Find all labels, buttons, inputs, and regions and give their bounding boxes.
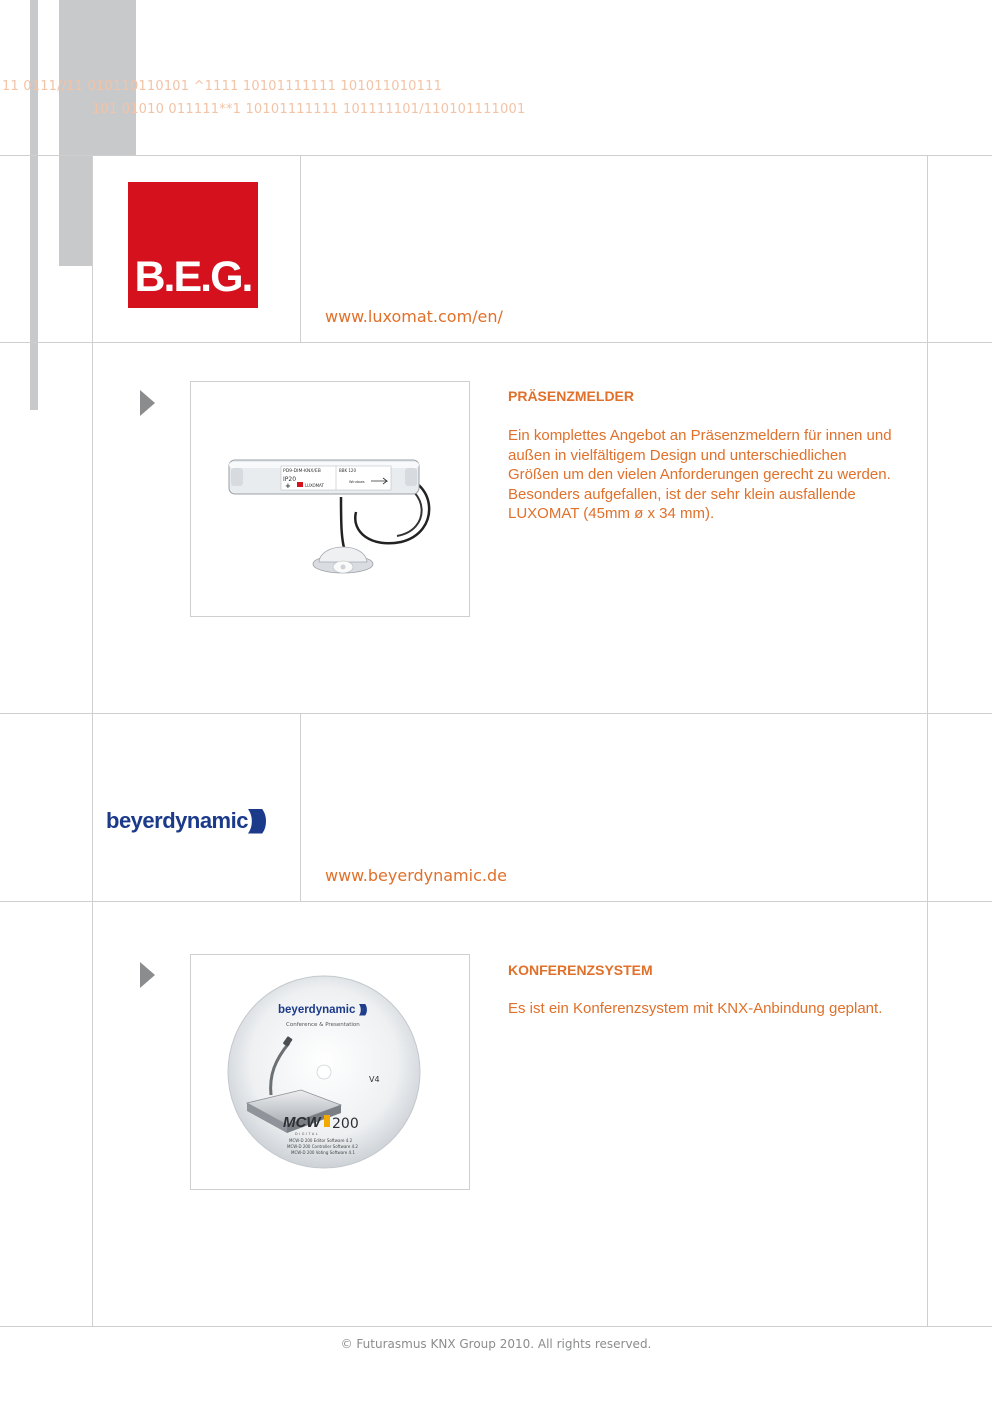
cd-brand: beyerdynamic (278, 1004, 356, 1016)
cd-subtitle: Conference & Presentation (286, 1022, 360, 1028)
decor-bar-top (59, 0, 136, 155)
divider-3 (0, 713, 992, 714)
svg-text:+: + (285, 482, 291, 490)
section-title-presence: PRÄSENZMELDER (508, 388, 635, 404)
product-label-3: LUXOMAT (305, 483, 324, 488)
beg-logo-text: B.E.G. (134, 253, 252, 301)
product-label-4: BBK 120 (339, 468, 357, 473)
grid-left (92, 155, 93, 1326)
cd-line-1: MCW-D 200 Editor Software 4.2 (289, 1138, 353, 1143)
cd-version: V4 (369, 1075, 380, 1084)
section-text-conference: Es ist ein Konferenzsystem mit KNX-Anbindung geplant. (508, 1000, 883, 1017)
product-image-conference-cd (190, 954, 470, 1190)
arrow-icon-2 (140, 962, 155, 988)
decor-bar-thin (30, 0, 38, 410)
cd-model-num: 200 (332, 1116, 359, 1132)
grid-logo-sep-2 (300, 713, 301, 901)
divider-1 (0, 155, 992, 156)
cd-digital: DIGITAL (295, 1132, 320, 1136)
product-label-1: PD9-DIM-KNX/EB (283, 469, 321, 474)
grid-right (927, 155, 928, 1326)
beyerdynamic-logo-waves: ))))) (247, 804, 262, 834)
divider-5 (0, 1326, 992, 1327)
beg-url-link[interactable]: www.luxomat.com/en/ (325, 307, 503, 326)
binary-text-line1: 11 0111//11 010110110101 ^1111 10101111111 101011010111 (2, 79, 443, 94)
beyerdynamic-logo-text: beyerdynamic (106, 808, 248, 833)
grid-logo-sep-1 (300, 155, 301, 342)
cd-brand-waves: )))) (359, 1002, 365, 1016)
beg-logo (128, 182, 258, 308)
product-image-presence-detector (190, 381, 470, 617)
arrow-icon-1 (140, 390, 155, 416)
product-label-2: IP20 (283, 476, 297, 483)
section-text-presence: Ein komplettes Angebot an Präsenzmeldern für innen und außen in vielfältigem Design und unterschiedlichen Größen um den vielen Anforderungen gerecht zu werden. Besonders aufgefallen, ist der sehr klein ausfallende LUXOMAT (45mm ø x 34 mm). (508, 427, 892, 522)
cd-line-2: MCW-D 200 Controller Software 4.2 (287, 1144, 358, 1149)
product-label-5: Windows (349, 480, 365, 484)
beyerdynamic-url-link[interactable]: www.beyerdynamic.de (325, 866, 507, 885)
binary-text-line2: 101 01010 011111**1 10101111111 101111101/110101111001 (92, 102, 526, 117)
decor-bar-mid (59, 155, 92, 266)
beyerdynamic-logo (106, 804, 261, 835)
cd-model-prefix: MCW (283, 1114, 321, 1131)
footer-copyright: © Futurasmus KNX Group 2010. All rights reserved. (340, 1337, 652, 1351)
cd-line-3: MCW-D 200 Voting Software 4.1 (291, 1150, 355, 1155)
divider-4 (0, 901, 992, 902)
divider-2 (0, 342, 992, 343)
section-title-conference: KONFERENZSYSTEM (508, 962, 653, 978)
presence-detector-illustration (191, 382, 469, 616)
conference-cd-illustration (191, 955, 469, 1189)
